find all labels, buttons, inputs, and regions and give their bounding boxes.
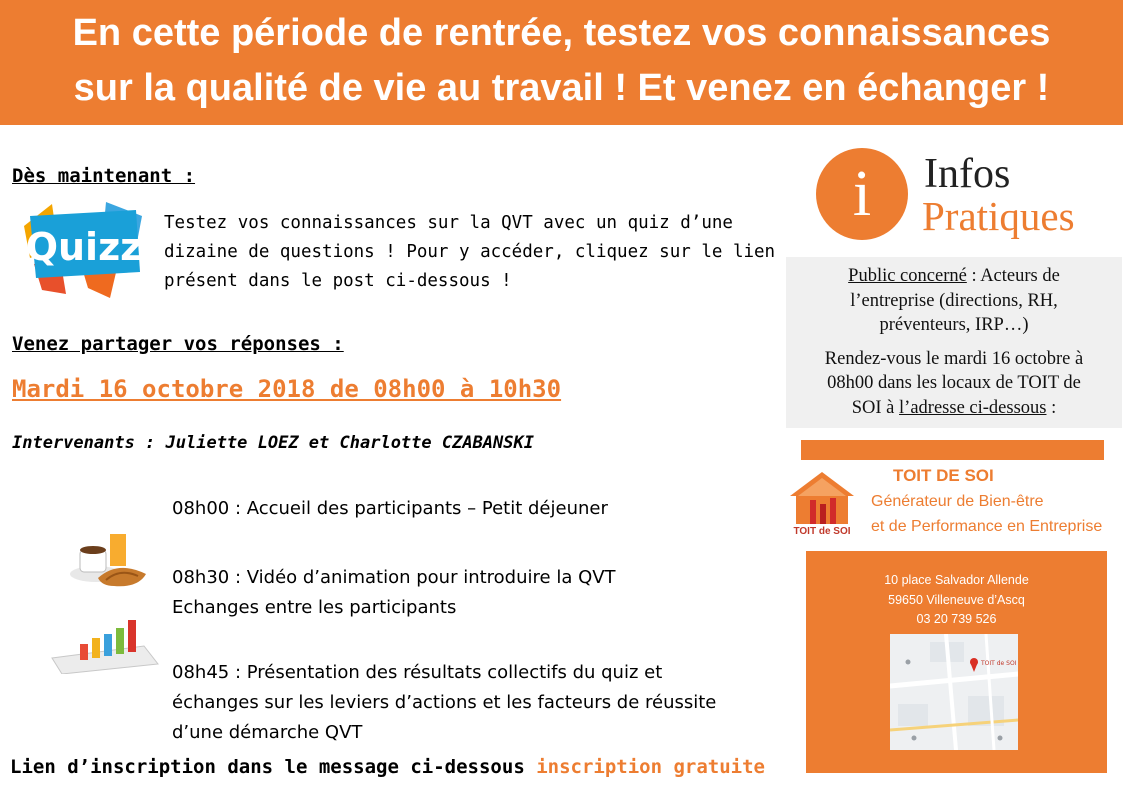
infos-box xyxy=(786,257,1122,428)
public-line-2: l’entreprise (directions, RH, xyxy=(850,290,1058,311)
rdv-line-3-post: : xyxy=(1046,397,1057,418)
quiz-logo-text: Quizz xyxy=(25,225,143,269)
info-badge-letter: i xyxy=(852,157,872,230)
header-line-2: sur la qualité de vie au travail ! Et venez en échanger ! xyxy=(73,67,1050,109)
company-tagline-2: et de Performance en Entreprise xyxy=(871,518,1103,535)
schedule-line: Echanges entre les participants xyxy=(172,597,457,618)
public-line-1 xyxy=(786,257,1122,289)
schedule-line: 08h45 : Présentation des résultats collectifs du quiz et xyxy=(172,662,663,683)
schedule-line: d’une démarche QVT xyxy=(172,722,363,743)
quiz-line: dizaine de questions ! Pour y accéder, cliquez sur le lien xyxy=(164,242,776,262)
quiz-description xyxy=(164,209,775,296)
location-map[interactable] xyxy=(890,634,1018,750)
infos-title-1: Infos xyxy=(924,151,1011,197)
schedule-line: 08h30 : Vidéo d’animation pour introduire la QVT xyxy=(172,567,616,588)
rdv-line-2: 08h00 dans les locaux de TOIT de xyxy=(827,373,1081,393)
header-line-1: En cette période de rentrée, testez vos connaissances xyxy=(72,12,1051,54)
public-text: : Acteurs de xyxy=(966,266,1060,286)
rdv-line-1: Rendez-vous le mardi 16 octobre à xyxy=(824,348,1084,369)
schedule-item xyxy=(172,563,616,623)
company-tagline xyxy=(871,489,1102,539)
quiz-line: présent dans le post ci-dessous ! xyxy=(164,271,512,291)
toit-de-soi-logo xyxy=(786,470,858,544)
rdv-line-3-pre: SOI à xyxy=(851,397,900,418)
logo-caption: TOIT de SOI xyxy=(793,526,851,537)
info-badge-icon xyxy=(816,148,908,240)
divider-bar xyxy=(801,440,1104,460)
schedule-line: échanges sur les leviers d’actions et les facteurs de réussite xyxy=(172,692,717,713)
registration-text: Lien d’inscription dans le message ci-dessous xyxy=(10,756,525,778)
map-marker-label: TOIT de SOI xyxy=(981,660,1017,667)
rdv-line-3 xyxy=(786,396,1122,421)
schedule-item xyxy=(172,494,608,524)
share-heading: Venez partager vos réponses : xyxy=(12,333,344,355)
event-date: Mardi 16 octobre 2018 de 08h00 à 10h30 xyxy=(12,375,562,403)
address-text xyxy=(806,571,1107,630)
bar-chart-icon xyxy=(48,612,160,674)
address-box xyxy=(806,551,1107,773)
registration-free: inscription gratuite xyxy=(536,756,765,778)
address-line-1: 10 place Salvador Allende xyxy=(884,573,1029,587)
company-name: TOIT DE SOI xyxy=(893,466,994,485)
company-tagline-1: Générateur de Bien-être xyxy=(871,493,1044,510)
speakers: Intervenants : Juliette LOEZ et Charlotte CZABANSKI xyxy=(12,433,534,453)
quiz-logo xyxy=(22,198,144,300)
quiz-line: Testez vos connaissances sur la QVT avec un quiz d’une xyxy=(164,213,733,233)
address-line-2: 59650 Villeneuve d’Ascq xyxy=(888,592,1025,607)
breakfast-icon xyxy=(68,530,152,590)
address-link[interactable]: l’adresse ci-dessous xyxy=(899,397,1047,418)
public-line-3: préventeurs, IRP…) xyxy=(879,315,1029,335)
quiz-heading: Dès maintenant : xyxy=(12,165,196,187)
public-label: Public concerné xyxy=(848,266,967,286)
header-banner xyxy=(0,0,1123,125)
infos-title-2: Pratiques xyxy=(922,193,1075,239)
registration-line xyxy=(10,756,765,778)
schedule-item xyxy=(172,658,716,748)
schedule-line: 08h00 : Accueil des participants – Petit déjeuner xyxy=(172,498,608,519)
phone-number: 03 20 739 526 xyxy=(916,612,997,626)
